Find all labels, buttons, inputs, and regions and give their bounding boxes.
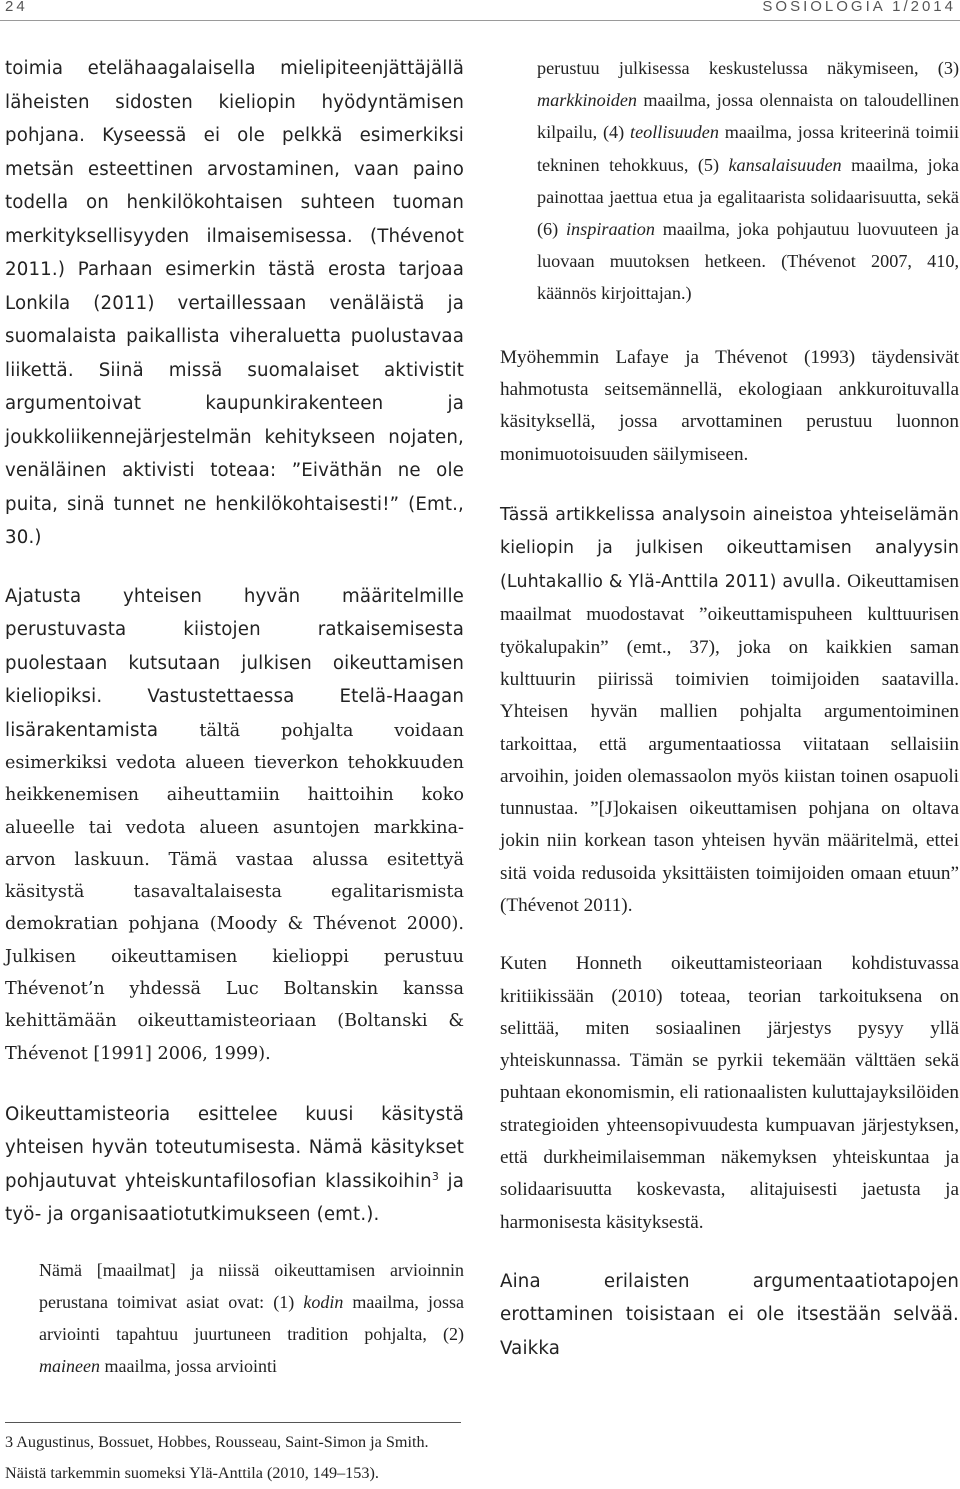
left-paragraph-1: toimia etelähaagalaisella mielipiteenjättäjällä läheisten sidosten kieliopin hyödyntämisen pohjana. Kyseessä ei ole pelkkä esimerkiksi metsän esteettinen arvostaminen, vaan paino todella on henkilökohtaisen suhteen tuoman merkityksellisyyden ilmaisemisessa. (Thévenot 2011.) Parhaan esimerkin tästä erosta tarjoaa Lonkila (2011) vertaillessaan venäläistä ja suomalaista paikallista viheraluetta puolustavaa liikettä. Siinä missä suomalaiset aktivistit argumentoivat kaupunkirakenteen ja joukkoliikennejärjestelmän kehitykseen nojaten, venäläinen aktivisti toteaa: ”Eiväthän ne ole puita, sinä tunnet ne henkilökohtaisesti!” (Emt., 30.) — [5, 58, 464, 548]
footnote-3: 3 Augustinus, Bossuet, Hobbes, Rousseau, Saint-Simon ja Smith. Näistä tarkemmin suomeksi Ylä-Anttila (2010, 149–153). — [5, 1432, 429, 1482]
right-paragraph-4: Aina erilaisten argumentaatiotapojen erottaminen toisistaan ei ole itsestään selvää. Vaikka — [500, 1270, 959, 1359]
quote-term-kansalaisuuden: kansalaisuuden — [728, 154, 842, 175]
left-blockquote — [39, 1254, 464, 1382]
right-column — [500, 52, 959, 1365]
right-paragraph-2 — [500, 499, 959, 922]
quote-term-teollisuuden: teollisuuden — [630, 122, 719, 143]
footnote-reference[interactable]: 3 — [431, 1169, 440, 1183]
page-number: 24 — [5, 0, 28, 15]
left-paragraph-3 — [5, 1098, 464, 1232]
quote-term-markkinoiden: markkinoiden — [537, 90, 638, 111]
right-paragraph-2-serif-part: Oikeuttamisen maailmat muodostavat ”oikeuttamispuheen kulttuurisen työkalupakin” (emt., 37), joka on kaikkien saman kulttuurin piirissä toimivien toimijoiden saatavilla. Yhteisen hyvän mallien pohjalta argumentoiminen tarkoittaa, että argumentaatiossa viitataan sellaisiin arvoihin, joiden olemassaolon myös kiistan toinen osapuoli tunnustaa. ”[J]okaisen oikeuttamisen pohjana on oltava jokin niin korkean tason yhteisen hyvän määritelmä, ettei sitä voida redusoida yksittäisten toimijoiden omaan etuun” (Thévenot 2011). — [500, 570, 959, 916]
quote-part-e: maailma, joka pohjautuu luovuuteen ja luovaan muutoksen hetkeen. (Thévenot 2007, 410, käännös kirjoittajan.) — [537, 219, 959, 304]
quote-term-maineen: maineen — [39, 1355, 100, 1376]
right-paragraph-3: Kuten Honneth oikeuttamisteoriaan kohdistuvassa kritiikissään (2010) toteaa, teorian tarkoituksena on selittää, miten sosiaalinen järjestys pysyy yllä yhteiskunnassa. Tämän se pyrkii tekemään välttäen sekä puhtaan ekonomismin, eli rationaalisten kuluttajayksilöiden strategioiden yhteensopivuudesta kumpuavan järjestyksen, että durkheimilaisemman näkemyksen yhteiskuntaa ja solidaarisuutta koskevasta, alitajuisesti jaetusta ja harmonisesta käsityksestä. — [500, 953, 959, 1233]
right-blockquote — [537, 52, 959, 310]
left-paragraph-2-sans-part: Ajatusta yhteisen hyvän määritelmille perustuvasta kiistojen ratkaisemisesta puolestaan kutsutaan julkisen oikeuttamisen kieliopiksi. Vastustettaessa Etelä-Haagan lisärakentamista — [5, 585, 464, 741]
quote-term-kodin: kodin — [303, 1291, 344, 1312]
quote-term-inspiraation: inspiraation — [566, 219, 655, 240]
quote-part-a: Nämä [maailmat] ja niissä oikeuttamisen arvioinnin perustana toimivat asiat ovat: (1) — [39, 1259, 464, 1312]
left-paragraph-3-end: ja työ- ja organisaatiotutkimukseen (emt.). — [5, 1170, 464, 1226]
left-column — [5, 52, 464, 1489]
quote-part-a: perustuu julkisessa keskustelussa näkymiseen, (3) — [537, 58, 959, 78]
journal-issue: SOSIOLOGIA 1/2014 — [762, 0, 956, 15]
right-paragraph-1: Myöhemmin Lafaye ja Thévenot (1993) täydensivät hahmotusta seitsemännellä, ekologiaan ankkuroituvalla käsityksellä, jossa arvottaminen perustuu luonnon monimuotoisuuden säilymiseen. — [500, 346, 959, 465]
footnote-divider — [5, 1422, 461, 1423]
running-header — [0, 0, 960, 21]
quote-part-b: maailma, jossa olennaista on taloudellinen kilpailu, (4) — [537, 90, 959, 143]
quote-part-c: maailma, jossa kriteerinä toimii tekninen tehokkuus, (5) — [537, 122, 960, 175]
quote-part-b: maailma, jossa arviointi tapahtuu juurtuneen tradition pohjalta, (2) — [39, 1291, 464, 1344]
left-paragraph-2-serif-part: tältä pohjalta voidaan esimerkiksi vedota alueen tieverkon tehokkuuden heikkenemisen aiheuttamiin haittoihin koko alueelle tai vedota alueen asuntojen markkina-arvon laskuun. Tämä vastaa alussa esitettyä käsitystä tasavaltalaisesta egalitarismista demokratian pohjana (Moody & Thévenot 2000). Julkisen oikeuttamisen kielioppi perustuu Thévenot’n yhdessä Luc Boltanskin kanssa kehittämään oikeuttamisteoriaan (Boltanski & Thévenot [1991] 2006, 1999). — [5, 720, 464, 1064]
quote-part-c: maailma, jossa arviointi — [99, 1355, 277, 1376]
left-paragraph-2 — [5, 580, 464, 1070]
left-paragraph-3-text: Oikeuttamisteoria esittelee kuusi käsitystä yhteisen hyvän toteutumisesta. Nämä käsitykset pohjautuvat yhteiskuntafilosofian klassikoihin — [5, 1103, 464, 1192]
quote-part-d: maailma, joka painottaa jaettua etua ja egalitaarista solidaarisuutta, sekä (6) — [537, 154, 959, 240]
right-paragraph-2-sans-part: Tässä artikkelissa analysoin aineistoa yhteiselämän kieliopin ja julkisen oikeuttamisen analyysin (Luhtakallio & Ylä-Anttila 2011) avulla. — [500, 504, 959, 592]
